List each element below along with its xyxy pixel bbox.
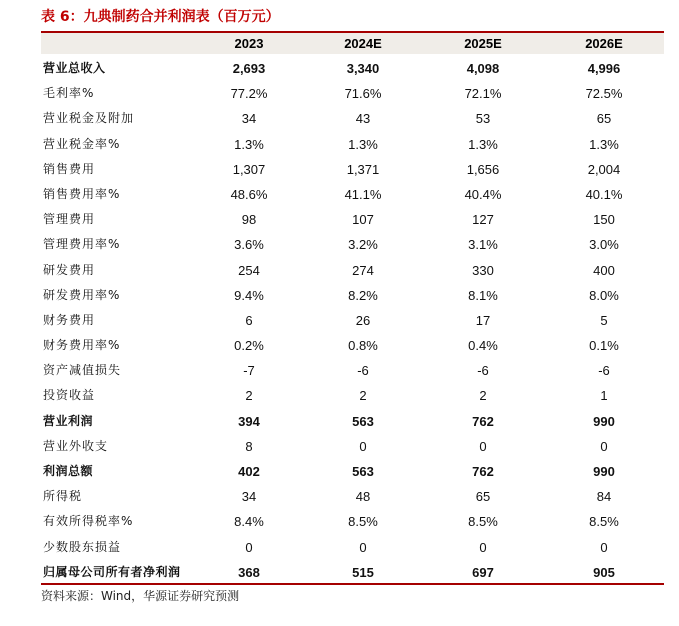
row-label: 投资收益 bbox=[43, 388, 96, 403]
cell-value: 34 bbox=[241, 111, 257, 127]
cell-value: 274 bbox=[352, 262, 374, 278]
cell-value: 2 bbox=[359, 388, 367, 404]
cell-value: 48.6% bbox=[230, 186, 268, 202]
cell-value: 5 bbox=[600, 312, 608, 328]
cell-value: 0 bbox=[245, 539, 253, 555]
column-header-2024e: 2024E bbox=[344, 36, 382, 51]
cell-value: -6 bbox=[598, 363, 610, 379]
cell-value: 394 bbox=[238, 413, 260, 429]
cell-value: 8.1% bbox=[468, 287, 498, 303]
row-label: 营业税金率% bbox=[43, 136, 121, 151]
cell-value: 8.5% bbox=[589, 514, 619, 530]
cell-value: 0.4% bbox=[468, 338, 498, 354]
cell-value: 905 bbox=[593, 564, 615, 580]
row-label: 利润总额 bbox=[43, 464, 94, 478]
table-row bbox=[41, 358, 664, 383]
table-row bbox=[41, 283, 664, 308]
cell-value: 402 bbox=[238, 464, 260, 479]
cell-value: 34 bbox=[241, 489, 257, 505]
cell-value: 1,307 bbox=[232, 161, 266, 177]
row-label: 财务费用率% bbox=[43, 338, 121, 353]
cell-value: 127 bbox=[472, 212, 494, 228]
row-label: 有效所得税率% bbox=[43, 514, 134, 529]
cell-value: 697 bbox=[472, 564, 494, 580]
row-label: 营业外收支 bbox=[43, 438, 109, 453]
cell-value: 17 bbox=[475, 312, 491, 328]
cell-value: 1 bbox=[600, 388, 608, 404]
cell-value: 8 bbox=[245, 438, 253, 454]
row-label: 资产减值损失 bbox=[43, 363, 122, 378]
cell-value: 2 bbox=[245, 388, 253, 404]
cell-value: 150 bbox=[593, 212, 615, 228]
cell-value: 8.4% bbox=[234, 514, 264, 530]
cell-value: 330 bbox=[472, 262, 494, 278]
table-row bbox=[41, 409, 664, 434]
row-label: 研发费用 bbox=[43, 262, 96, 277]
cell-value: 2 bbox=[479, 388, 487, 404]
cell-value: 0.8% bbox=[348, 338, 378, 354]
cell-value: 9.4% bbox=[234, 287, 264, 303]
cell-value: 53 bbox=[475, 111, 491, 127]
table-row bbox=[41, 81, 664, 106]
cell-value: 563 bbox=[352, 413, 374, 429]
cell-value: 1.3% bbox=[468, 136, 498, 152]
cell-value: 0 bbox=[600, 539, 608, 555]
table-row bbox=[41, 56, 664, 81]
cell-value: 400 bbox=[593, 262, 615, 278]
table-title: 表 6：九典制药合并利润表（百万元） bbox=[41, 9, 280, 25]
table-row bbox=[41, 106, 664, 131]
cell-value: 48 bbox=[355, 489, 371, 505]
cell-value: 65 bbox=[475, 489, 491, 505]
table-row bbox=[41, 258, 664, 283]
column-header-2025e: 2025E bbox=[464, 36, 502, 51]
table-row bbox=[41, 459, 664, 484]
cell-value: 563 bbox=[352, 464, 374, 479]
cell-value: 254 bbox=[238, 262, 260, 278]
cell-value: 43 bbox=[355, 111, 371, 127]
cell-value: 368 bbox=[238, 564, 260, 580]
cell-value: 65 bbox=[596, 111, 612, 127]
cell-value: 26 bbox=[355, 312, 371, 328]
cell-value: -6 bbox=[477, 363, 489, 379]
source-note: 资料来源：Wind，华源证券研究预测 bbox=[41, 589, 240, 603]
cell-value: -6 bbox=[357, 363, 369, 379]
cell-value: 41.1% bbox=[344, 186, 382, 202]
cell-value: 71.6% bbox=[344, 86, 382, 102]
cell-value: 3.6% bbox=[234, 237, 264, 253]
row-label: 营业税金及附加 bbox=[43, 111, 135, 126]
row-label: 销售费用率% bbox=[43, 186, 121, 201]
cell-value: 72.5% bbox=[585, 86, 623, 102]
table-row bbox=[41, 434, 664, 459]
cell-value: 98 bbox=[241, 212, 257, 228]
cell-value: 990 bbox=[593, 464, 615, 479]
cell-value: 4,996 bbox=[587, 61, 621, 76]
row-label: 销售费用 bbox=[43, 161, 96, 176]
table-row bbox=[41, 207, 664, 232]
column-header-2023: 2023 bbox=[234, 36, 264, 51]
cell-value: 3.1% bbox=[468, 237, 498, 253]
bottom-rule bbox=[41, 583, 664, 585]
column-header-2026e: 2026E bbox=[585, 36, 623, 51]
cell-value: 4,098 bbox=[466, 61, 500, 76]
cell-value: 0 bbox=[359, 539, 367, 555]
row-label: 管理费用率% bbox=[43, 237, 121, 252]
row-label: 归属母公司所有者净利润 bbox=[43, 564, 181, 579]
cell-value: 0 bbox=[479, 438, 487, 454]
row-label: 研发费用率% bbox=[43, 287, 121, 302]
cell-value: 72.1% bbox=[464, 86, 502, 102]
table-row bbox=[41, 383, 664, 408]
cell-value: 762 bbox=[472, 413, 494, 429]
cell-value: 3.2% bbox=[348, 237, 378, 253]
table-row bbox=[41, 182, 664, 207]
cell-value: 1.3% bbox=[234, 136, 264, 152]
cell-value: 40.4% bbox=[464, 186, 502, 202]
cell-value: 1.3% bbox=[589, 136, 619, 152]
income-statement-table bbox=[41, 56, 664, 585]
cell-value: 515 bbox=[352, 564, 374, 580]
cell-value: 6 bbox=[245, 312, 253, 328]
row-label: 财务费用 bbox=[43, 312, 96, 327]
table-row bbox=[41, 157, 664, 182]
table-row bbox=[41, 484, 664, 509]
cell-value: 3,340 bbox=[346, 61, 380, 76]
cell-value: 0.2% bbox=[234, 338, 264, 354]
table-row bbox=[41, 509, 664, 534]
table-row bbox=[41, 535, 664, 560]
cell-value: 8.5% bbox=[348, 514, 378, 530]
cell-value: 2,693 bbox=[232, 61, 266, 76]
row-label: 营业利润 bbox=[43, 413, 94, 428]
cell-value: 0 bbox=[359, 438, 367, 454]
table-row bbox=[41, 333, 664, 358]
cell-value: 1,371 bbox=[346, 161, 380, 177]
cell-value: 0 bbox=[600, 438, 608, 454]
table-header bbox=[41, 33, 664, 54]
row-label: 管理费用 bbox=[43, 212, 96, 227]
cell-value: -7 bbox=[243, 363, 255, 379]
table-row bbox=[41, 132, 664, 157]
cell-value: 84 bbox=[596, 489, 612, 505]
row-label: 所得税 bbox=[43, 489, 83, 504]
cell-value: 40.1% bbox=[585, 186, 623, 202]
cell-value: 77.2% bbox=[230, 86, 268, 102]
cell-value: 8.0% bbox=[589, 287, 619, 303]
cell-value: 3.0% bbox=[589, 237, 619, 253]
table-row bbox=[41, 560, 664, 585]
cell-value: 107 bbox=[352, 212, 374, 228]
cell-value: 8.5% bbox=[468, 514, 498, 530]
row-label: 毛利率% bbox=[43, 86, 95, 101]
table-row bbox=[41, 232, 664, 257]
cell-value: 1.3% bbox=[348, 136, 378, 152]
row-label: 营业总收入 bbox=[43, 61, 106, 75]
cell-value: 990 bbox=[593, 413, 615, 429]
table-row bbox=[41, 308, 664, 333]
cell-value: 0 bbox=[479, 539, 487, 555]
cell-value: 1,656 bbox=[466, 161, 500, 177]
cell-value: 0.1% bbox=[589, 338, 619, 354]
cell-value: 2,004 bbox=[587, 161, 621, 177]
row-label: 少数股东损益 bbox=[43, 539, 122, 554]
cell-value: 762 bbox=[472, 464, 494, 479]
cell-value: 8.2% bbox=[348, 287, 378, 303]
